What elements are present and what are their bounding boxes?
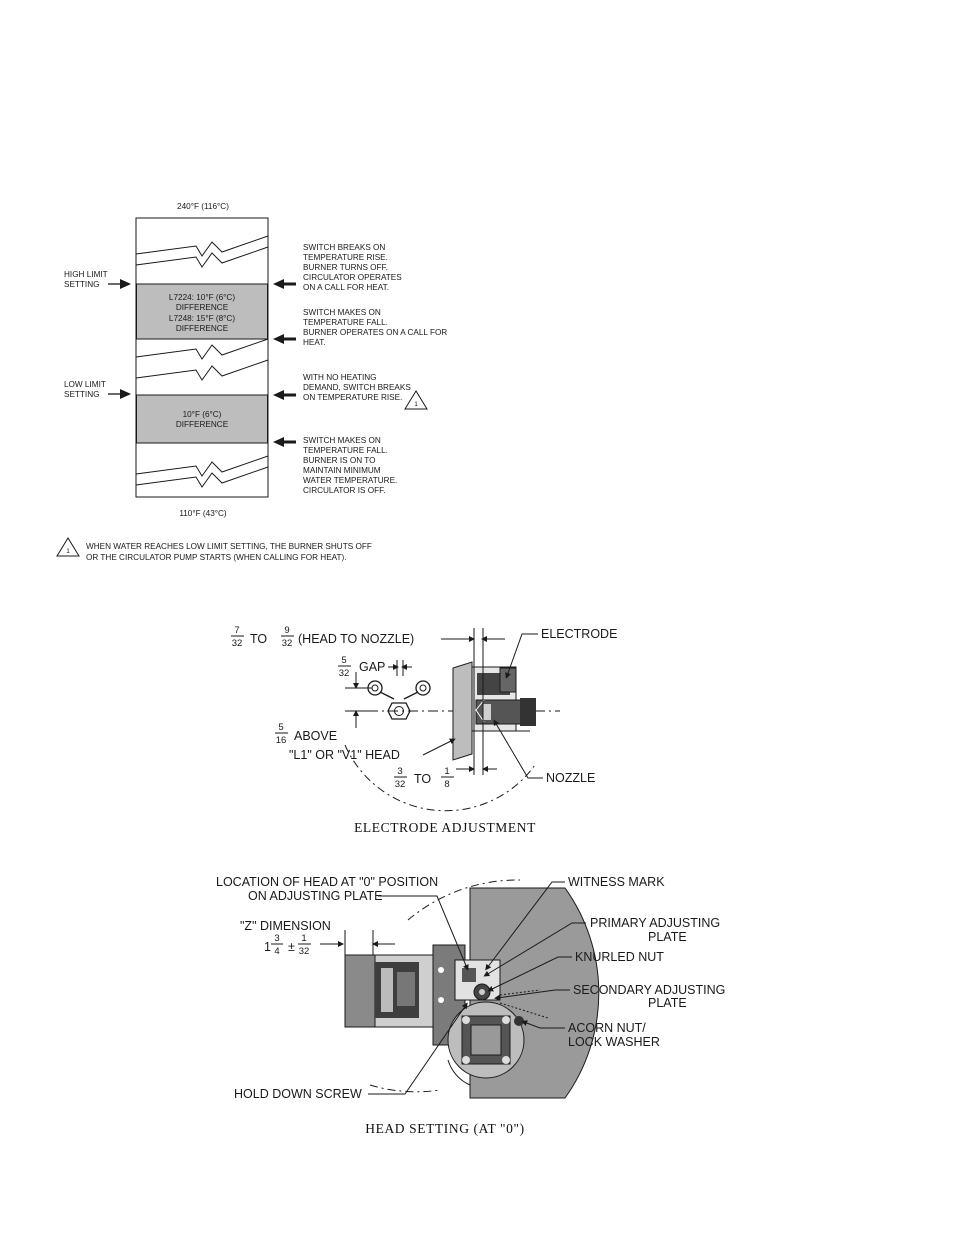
high-band-line-2: DIFFERENCE [175,303,229,312]
svg-text:32: 32 [338,668,350,679]
svg-text:WHEN WATER REACHES LOW LIMIT S: WHEN WATER REACHES LOW LIMIT SETTING, THE BURNER SHUTS OFF [86,542,372,551]
high-limit-label-1: HIGH LIMIT [64,270,108,279]
switch-makes-arrow-icon [273,334,284,344]
svg-text:TO: TO [250,632,268,646]
high-band-line-1: L7224: 10°F (6°C) [168,293,236,302]
note-switch-breaks [303,243,402,292]
svg-text:1: 1 [301,933,307,944]
svg-text:OR THE CIRCULATOR PUMP STARTS: OR THE CIRCULATOR PUMP STARTS (WHEN CALLING FOR HEAT). [86,553,347,562]
svg-text:±: ± [288,940,295,954]
top-temperature-label: 240°F (116°C) [177,202,229,211]
head-type-label: "L1" OR "V1" HEAD [289,748,400,762]
low-limit-arrow-icon [120,389,131,399]
svg-text:PLATE: PLATE [648,996,687,1010]
svg-text:5: 5 [341,655,347,666]
svg-text:3: 3 [274,933,280,944]
burner-head-side-icon [453,662,536,760]
svg-text:TO: TO [414,772,432,786]
svg-text:CIRCULATOR IS OFF.: CIRCULATOR IS OFF. [303,486,386,495]
witness-mark-label: WITNESS MARK [568,875,665,889]
svg-text:BURNER TURNS OFF.: BURNER TURNS OFF. [303,263,388,272]
bottom-temperature-label: 110°F (43°C) [179,509,227,518]
head-setting-diagram [216,875,725,1136]
high-band-line-4: DIFFERENCE [175,324,229,333]
primary-plate-label: PRIMARY ADJUSTING [590,916,721,930]
electrode-tips-icon [368,681,430,699]
svg-text:1: 1 [414,401,418,408]
electrode-adjustment-diagram [231,625,617,835]
svg-text:TEMPERATURE FALL.: TEMPERATURE FALL. [303,446,388,455]
svg-text:WATER TEMPERATURE.: WATER TEMPERATURE. [303,476,398,485]
low-band-line-1: 10°F (6°C) [182,410,222,419]
temperature-column [136,218,268,497]
svg-text:8: 8 [444,779,450,790]
svg-text:7: 7 [234,625,240,636]
note-switch-makes [303,308,447,347]
air-tube-icon [345,945,465,1045]
svg-text:SWITCH MAKES ON: SWITCH MAKES ON [303,308,381,317]
svg-text:ABOVE: ABOVE [294,729,338,743]
svg-text:9: 9 [284,625,290,636]
svg-text:1: 1 [66,548,70,555]
nozzle-callout: NOZZLE [546,771,596,785]
svg-text:LOCK WASHER: LOCK WASHER [568,1035,660,1049]
svg-text:SWITCH MAKES ON: SWITCH MAKES ON [303,436,381,445]
svg-text:GAP: GAP [359,660,386,674]
electrode-callout: ELECTRODE [541,627,618,641]
column-break-lines [136,236,268,487]
note-1-triangle-icon [405,391,427,409]
svg-text:1: 1 [264,940,271,954]
svg-text:ON ADJUSTING PLATE: ON ADJUSTING PLATE [248,889,383,903]
hold-down-screw-label: HOLD DOWN SCREW [234,1087,362,1101]
low-limit-label-1: LOW LIMIT [64,380,106,389]
svg-text:CIRCULATOR OPERATES: CIRCULATOR OPERATES [303,273,402,282]
svg-text:ON TEMPERATURE RISE.: ON TEMPERATURE RISE. [303,393,403,402]
svg-text:TEMPERATURE RISE.: TEMPERATURE RISE. [303,253,388,262]
acorn-nut-label: ACORN NUT/ [568,1021,646,1035]
note-no-heating-demand [303,373,411,402]
head-to-nozzle-label: (HEAD TO NOZZLE) [298,632,415,646]
low-limit-label-2: SETTING [64,390,100,399]
svg-text:3: 3 [397,766,403,777]
electrode-adjustment-title: ELECTRODE ADJUSTMENT [354,820,536,835]
low-makes-arrow-icon [273,437,284,447]
right-pointer-arrows [273,279,296,447]
no-demand-arrow-icon [273,390,284,400]
svg-text:SWITCH BREAKS ON: SWITCH BREAKS ON [303,243,386,252]
z-dimension-label: "Z" DIMENSION [240,919,331,933]
svg-text:ON A CALL FOR HEAT.: ON A CALL FOR HEAT. [303,283,389,292]
switch-breaks-arrow-icon [273,279,284,289]
svg-text:HEAT.: HEAT. [303,338,326,347]
svg-text:16: 16 [275,735,287,746]
svg-text:4: 4 [274,946,280,957]
svg-text:LOCATION OF HEAD AT "0" POSITI: LOCATION OF HEAD AT "0" POSITION [216,875,439,889]
note-low-switch-makes [303,436,397,495]
svg-text:DEMAND, SWITCH BREAKS: DEMAND, SWITCH BREAKS [303,383,411,392]
svg-text:TEMPERATURE FALL.: TEMPERATURE FALL. [303,318,388,327]
footnote [57,538,372,562]
low-band-line-2: DIFFERENCE [175,420,229,429]
head-setting-title: HEAD SETTING (AT "0") [365,1121,525,1136]
svg-text:32: 32 [231,638,243,649]
svg-text:32: 32 [394,779,406,790]
svg-text:WITH NO HEATING: WITH NO HEATING [303,373,377,382]
svg-text:BURNER OPERATES ON A CALL FOR: BURNER OPERATES ON A CALL FOR [303,328,448,337]
secondary-plate-label: SECONDARY ADJUSTING [573,983,726,997]
svg-text:32: 32 [281,638,293,649]
high-band-line-3: L7248: 15°F (8°C) [168,314,236,323]
knurled-nut-label: KNURLED NUT [575,950,664,964]
svg-text:32: 32 [298,946,310,957]
svg-text:MAINTAIN MINIMUM: MAINTAIN MINIMUM [303,466,381,475]
svg-text:PLATE: PLATE [648,930,687,944]
acorn-nut-icon [514,1016,524,1026]
limit-setting-diagram [57,202,447,562]
svg-text:BURNER IS ON TO: BURNER IS ON TO [303,456,376,465]
low-limit-differential-band [137,395,268,443]
svg-text:5: 5 [278,722,284,733]
high-limit-arrow-icon [120,279,131,289]
svg-text:1: 1 [444,766,450,777]
high-limit-label-2: SETTING [64,280,100,289]
